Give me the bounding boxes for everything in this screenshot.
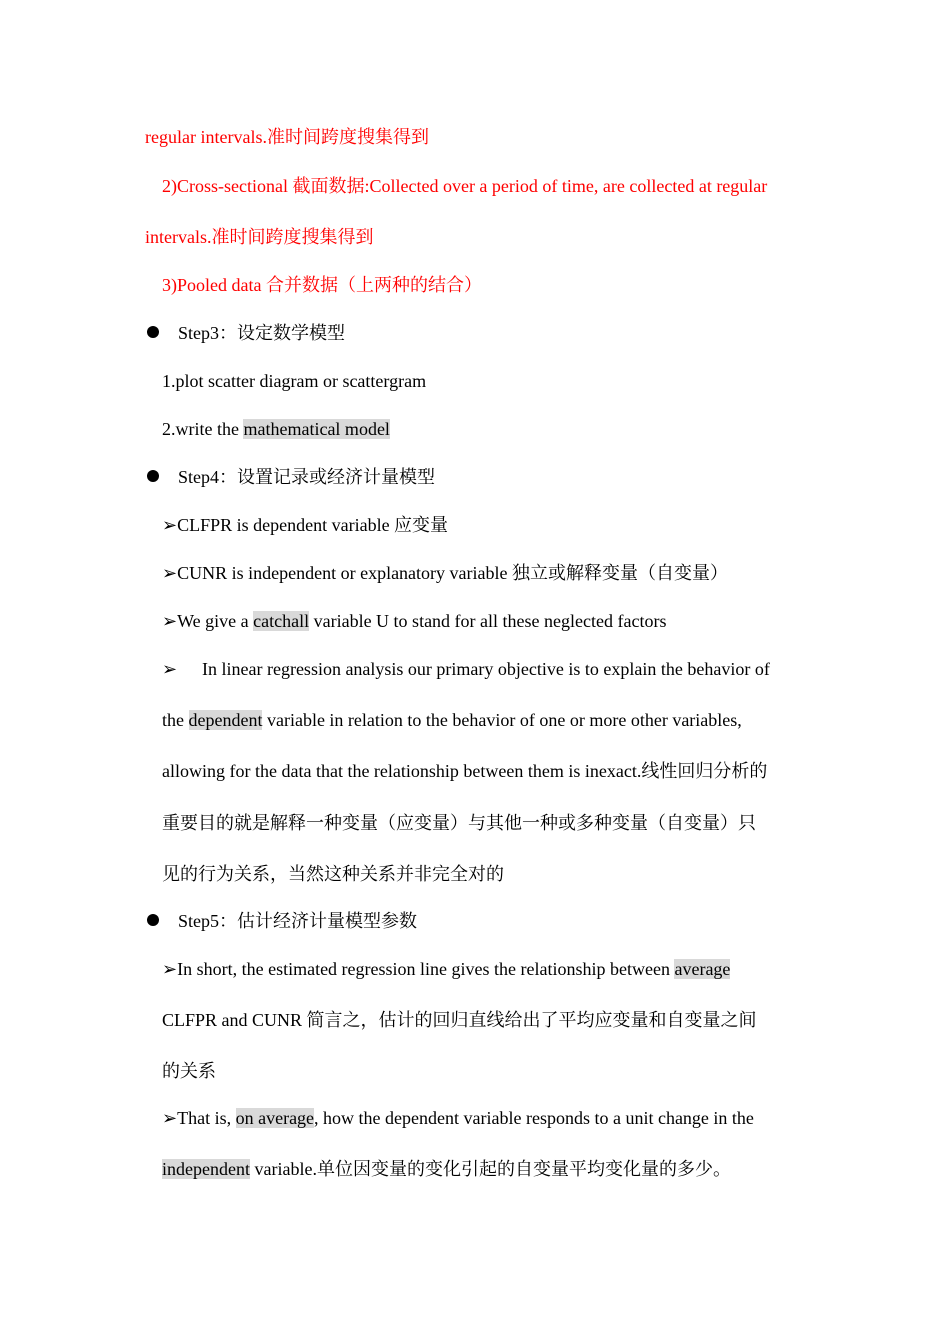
list-item: 1.plot scatter diagram or scattergram [162, 371, 427, 391]
text-line: 重要目的就是解释一种变量（应变量）与其他一种或多种变量（自变量）只 [162, 813, 756, 833]
bullet-dot [147, 326, 159, 338]
text-line: 见的行为关系，当然这种关系并非完全对的 [162, 864, 504, 884]
arrow-bullet-icon: ➢ [162, 959, 178, 979]
highlighted-term: mathematical model [243, 419, 390, 439]
arrow-bullet-icon: ➢ [162, 515, 178, 535]
arrow-item: ➢ In linear regression analysis our primary objective is to explain the behavior of [162, 659, 770, 679]
highlighted-term: catchall [253, 611, 310, 631]
highlighted-term: independent [162, 1159, 250, 1179]
text-line: intervals.准时间跨度搜集得到 [145, 227, 374, 247]
arrow-bullet-icon: ➢ [162, 1108, 178, 1128]
highlighted-term: average [674, 959, 731, 979]
arrow-bullet-icon: ➢ [162, 563, 178, 583]
bullet-dot [147, 914, 159, 926]
arrow-item: ➢CLFPR is dependent variable 应变量 [162, 515, 449, 535]
bullet-dot [147, 470, 159, 482]
list-item: 2.write the mathematical model [162, 419, 390, 439]
arrow-item: ➢CUNR is independent or explanatory variable 独立或解释变量（自变量） [162, 563, 728, 583]
text-line: CLFPR and CUNR 简言之，估计的回归直线给出了平均应变量和自变量之间 [162, 1010, 757, 1030]
step-heading: Step3：设定数学模型 [178, 323, 346, 343]
step-heading: Step4：设置记录或经济计量模型 [178, 467, 435, 487]
arrow-item: ➢We give a catchall variable U to stand for all these neglected factors [162, 611, 667, 631]
text-line: independent variable.单位因变量的变化引起的自变量平均变化量的多少。 [162, 1159, 731, 1179]
text-line: allowing for the data that the relationship between them is inexact.线性回归分析的 [162, 761, 768, 781]
text-line: 3)Pooled data 合并数据（上两种的结合） [162, 275, 482, 295]
arrow-item: ➢That is, on average, how the dependent variable responds to a unit change in the [162, 1108, 754, 1128]
highlighted-term: on average [235, 1108, 315, 1128]
text-line: the dependent variable in relation to the behavior of one or more other variables, [162, 710, 742, 730]
arrow-item: ➢In short, the estimated regression line gives the relationship between average [162, 959, 731, 979]
highlighted-term: dependent [188, 710, 263, 730]
step-heading: Step5：估计经济计量模型参数 [178, 911, 417, 931]
text-line: 2)Cross-sectional 截面数据:Collected over a period of time, are collected at regular [162, 176, 768, 196]
arrow-bullet-icon: ➢ [162, 611, 178, 631]
text-line: regular intervals.准时间跨度搜集得到 [145, 127, 429, 147]
text-line: 的关系 [162, 1061, 216, 1081]
arrow-bullet-icon: ➢ [162, 659, 178, 679]
